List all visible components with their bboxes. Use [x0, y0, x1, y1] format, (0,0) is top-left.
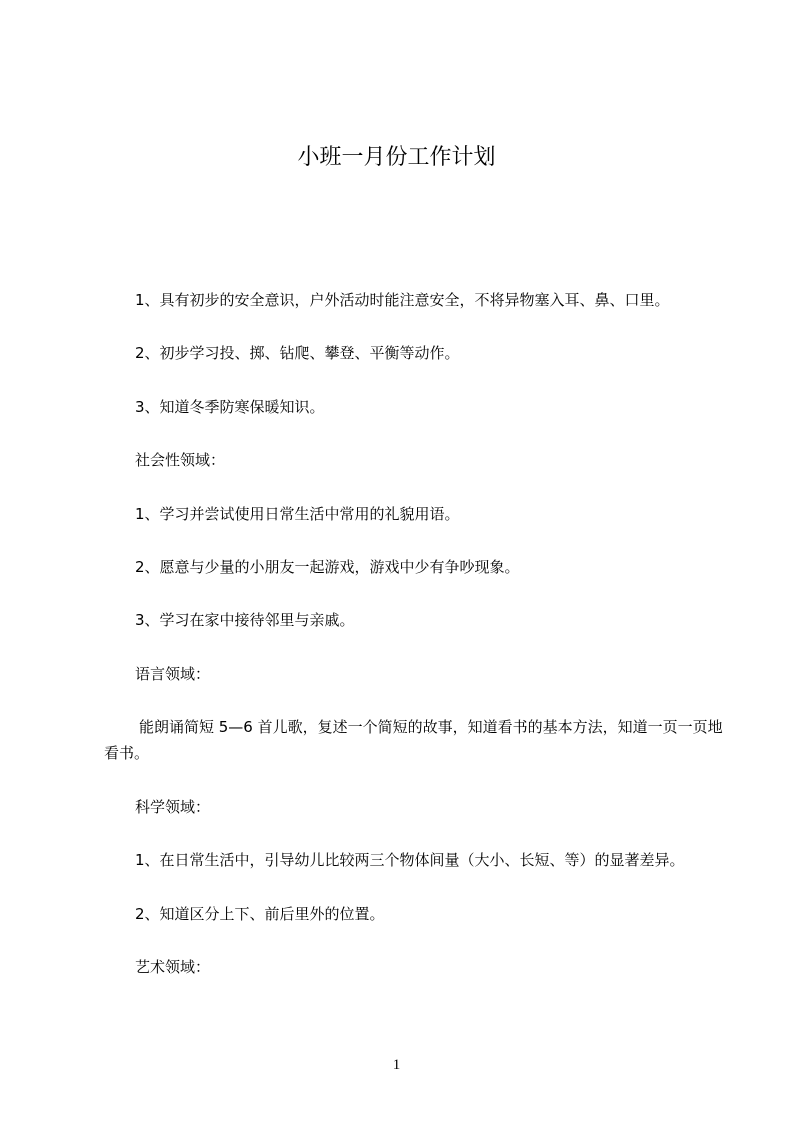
section-heading-language: 语言领域：: [135, 665, 211, 683]
page-number: 1: [392, 1057, 401, 1073]
section-heading-art: 艺术领域：: [135, 958, 211, 976]
paragraph-compare-quantities: 1、在日常生活中，引导幼儿比较两三个物体间量（大小、长短、等）的显著差异。: [135, 851, 685, 869]
paragraph-polite-language: 1、学习并尝试使用日常生活中常用的礼貌用语。: [135, 505, 460, 523]
paragraph-spatial-positions: 2、知道区分上下、前后里外的位置。: [135, 905, 385, 923]
document-title: 小班一月份工作计划: [297, 145, 496, 170]
section-heading-science: 科学领域：: [135, 798, 211, 816]
paragraph-motor-skills: 2、初步学习投、掷、钻爬、攀登、平衡等动作。: [135, 344, 460, 362]
paragraph-play-together: 2、愿意与少量的小朋友一起游戏，游戏中少有争吵现象。: [135, 558, 520, 576]
paragraph-safety-awareness: 1、具有初步的安全意识，户外活动时能注意安全，不将异物塞入耳、鼻、口里。: [135, 291, 670, 309]
paragraph-winter-warmth: 3、知道冬季防寒保暖知识。: [135, 398, 325, 416]
paragraph-receive-guests: 3、学习在家中接待邻里与亲戚。: [135, 611, 355, 629]
section-heading-social: 社会性领域：: [135, 451, 226, 469]
paragraph-recite-rhymes: 能朗诵简短 5—6 首儿歌，复述一个简短的故事，知道看书的基本方法，知道一页一页地看书。: [104, 718, 723, 762]
